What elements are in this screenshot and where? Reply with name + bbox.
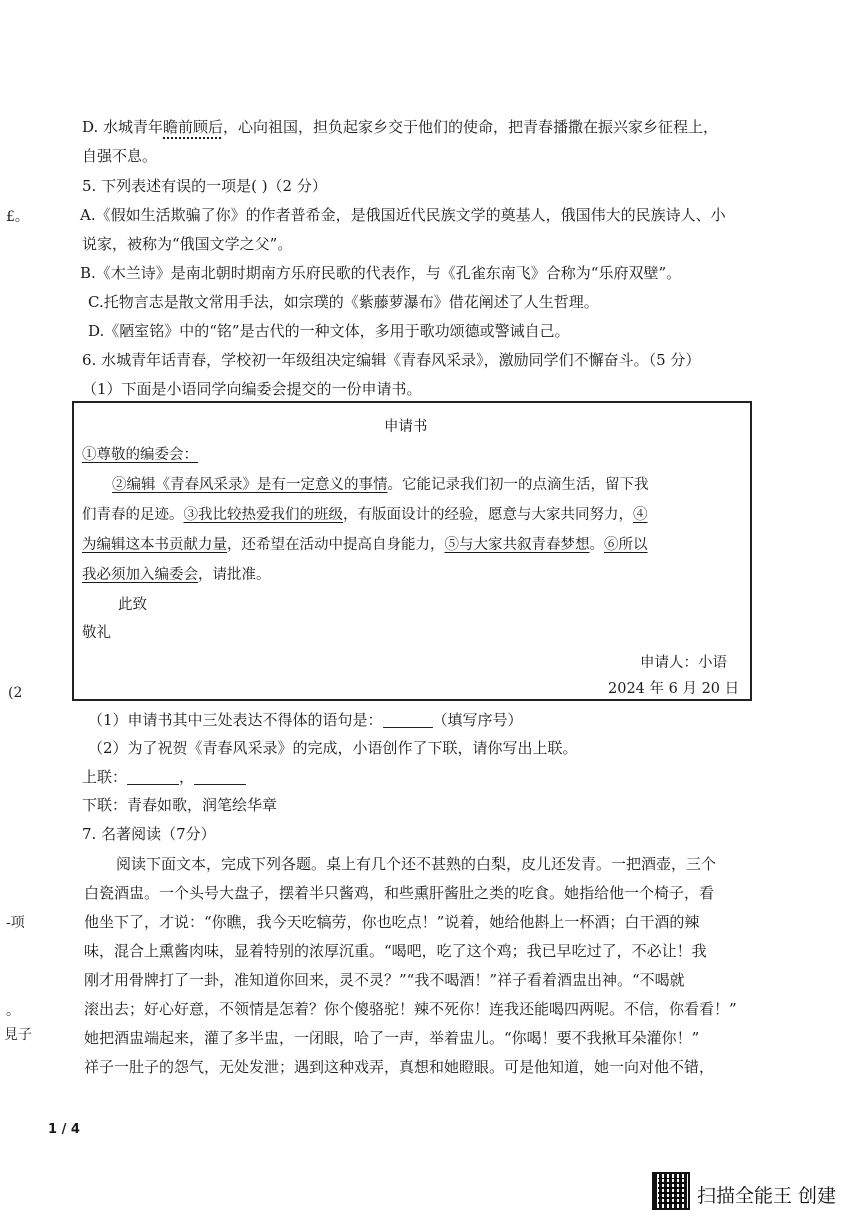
letter-text: 。它能记录我们初一的点滴生活，留下我 bbox=[387, 477, 649, 493]
letter-greeting: ①尊敬的编委会： bbox=[82, 447, 198, 463]
q6-q1-text: （1）申请书其中三处表达不得体的语句是： bbox=[88, 711, 383, 729]
sentence-6: 我必须加入编委会 bbox=[82, 567, 198, 583]
passage-line: 刚才用骨牌打了一卦，准知道你回来，灵不灵？”“我不喝酒！”祥子看着酒盅出神。“不喝就 bbox=[84, 971, 685, 989]
answer-blank[interactable] bbox=[383, 711, 433, 728]
letter-text: ，有版面设计的经验，愿意与大家共同努力， bbox=[343, 507, 633, 523]
sentence-6-marker: ⑥所以 bbox=[604, 537, 648, 553]
q6-question-2: （2）为了祝贺《青春风采录》的完成，小语创作了下联，请你写出上联。 bbox=[88, 739, 578, 757]
qr-code-icon bbox=[652, 1172, 690, 1210]
letter-text: 们青春的足迹。 bbox=[82, 507, 184, 523]
q5-option-a: A.《假如生活欺骗了你》的作者普希金，是俄国近代民族文学的奠基人，俄国伟大的民族诗人、小 bbox=[80, 206, 726, 224]
q6-question-1 bbox=[88, 710, 523, 730]
passage-line: 祥子一肚子的怨气，无处发泄；遇到这种戏弄，真想和她瞪眼。可是他知道，她一向对他不错， bbox=[84, 1058, 715, 1076]
dotted-phrase: 瞻前顾后 bbox=[163, 118, 224, 136]
letter-line-2 bbox=[82, 505, 648, 525]
page-number: 1 / 4 bbox=[48, 1122, 80, 1137]
passage-line: 滚出去；好心好意，不领情是怎着？你个傻骆驼！辣不死你！连我还能喝四两呢。不信，你看看！” bbox=[84, 1000, 737, 1018]
q5-option-c: C.托物言志是散文常用手法，如宗璞的《紫藤萝瀑布》借花阐述了人生哲理。 bbox=[88, 293, 599, 311]
letter-text: ，还希望在活动中提高自身能力， bbox=[227, 537, 445, 553]
letter-closing-1: 此致 bbox=[118, 597, 147, 613]
q5-option-a-cont: 说家，被称为“俄国文学之父”。 bbox=[82, 235, 293, 253]
letter-line-4 bbox=[82, 565, 271, 585]
q5-option-b: B.《木兰诗》是南北朝时期南方乐府民歌的代表作，与《孔雀东南飞》合称为“乐府双壁”。 bbox=[80, 264, 682, 282]
letter-signer: 申请人：小语 bbox=[640, 655, 727, 671]
letter-closing-2: 敬礼 bbox=[82, 625, 111, 641]
margin-fragment: £。 bbox=[6, 209, 29, 225]
passage-line: 白瓷酒盅。一个头号大盘子，摆着半只酱鸡，和些熏肝酱肚之类的吃食。她指给他一个椅子，看 bbox=[84, 884, 715, 902]
letter-date: 2024 年 6 月 20 日 bbox=[608, 681, 740, 697]
sentence-3: ③我比较热爱我们的班级 bbox=[183, 507, 343, 523]
option-d-line bbox=[82, 117, 718, 137]
margin-fragment: (2 bbox=[8, 685, 23, 701]
answer-blank[interactable] bbox=[194, 768, 246, 785]
q6-sub-1: （1）下面是小语同学向编委会提交的一份申请书。 bbox=[82, 380, 422, 398]
question-6-stem: 6. 水城青年话青春，学校初一年级组决定编辑《青春风采录》，激励同学们不懈奋斗。（5 分） bbox=[82, 351, 701, 369]
letter-line-3 bbox=[82, 535, 648, 555]
letter-line-1 bbox=[112, 475, 649, 495]
passage-line: 味，混合上熏酱肉味，显着特别的浓厚沉重。“喝吧，吃了这个鸡；我已早吃过了，不必让！我 bbox=[84, 942, 707, 960]
letter-text: 。 bbox=[589, 537, 604, 553]
option-d-line-2: 自强不息。 bbox=[82, 147, 158, 165]
passage-line: 她把酒盅端起来，灌了多半盅，一闭眼，哈了一声，举着盅儿。“你喝！要不我揪耳朵灌你！” bbox=[84, 1029, 700, 1047]
letter-text: ，请批准。 bbox=[198, 567, 271, 583]
q5-option-d: D.《陋室铭》中的“铭”是古代的一种文体，多用于歌功颂德或警诫自己。 bbox=[88, 322, 570, 340]
q6-q1-tail: （填写序号） bbox=[432, 711, 523, 729]
question-7-stem: 7. 名著阅读（7分） bbox=[82, 825, 216, 843]
passage-line: 他坐下了，才说：“你瞧，我今天吃犒劳，你也吃点！”说着，她给他斟上一杯酒；白干酒的辣 bbox=[84, 913, 700, 931]
margin-fragment: 。 bbox=[6, 1003, 20, 1019]
scanner-watermark: 扫描全能王 创建 bbox=[697, 1185, 837, 1207]
letter-title: 申请书 bbox=[384, 419, 428, 435]
passage-line: 阅读下面文本，完成下列各题。桌上有几个还不甚熟的白梨，皮儿还发青。一把酒壶，三个 bbox=[116, 855, 717, 873]
option-d-rest: ，心向祖国，担负起家乡交于他们的使命，把青春播撒在振兴家乡征程上， bbox=[223, 118, 719, 136]
application-letter-box bbox=[72, 401, 752, 701]
sentence-4: 为编辑这本书贡献力量 bbox=[82, 537, 227, 553]
couplet-upper: 上联： ， bbox=[82, 767, 246, 787]
sentence-4-marker: ④ bbox=[633, 507, 648, 523]
margin-fragment: 見子 bbox=[4, 1027, 32, 1043]
question-5-stem: 5. 下列表述有误的一项是( )（2 分） bbox=[82, 177, 327, 195]
couplet-lower: 下联：青春如歌，润笔绘华章 bbox=[82, 796, 278, 814]
upper-label: 上联： bbox=[82, 768, 128, 786]
option-d-prefix: D. 水城青年 bbox=[82, 118, 164, 136]
margin-fragment: -项 bbox=[6, 915, 25, 931]
sentence-5: ⑤与大家共叙青春梦想 bbox=[444, 537, 590, 553]
sentence-2: ②编辑《青春风采录》是有一定意义的事情 bbox=[112, 477, 388, 493]
answer-blank[interactable] bbox=[127, 768, 179, 785]
